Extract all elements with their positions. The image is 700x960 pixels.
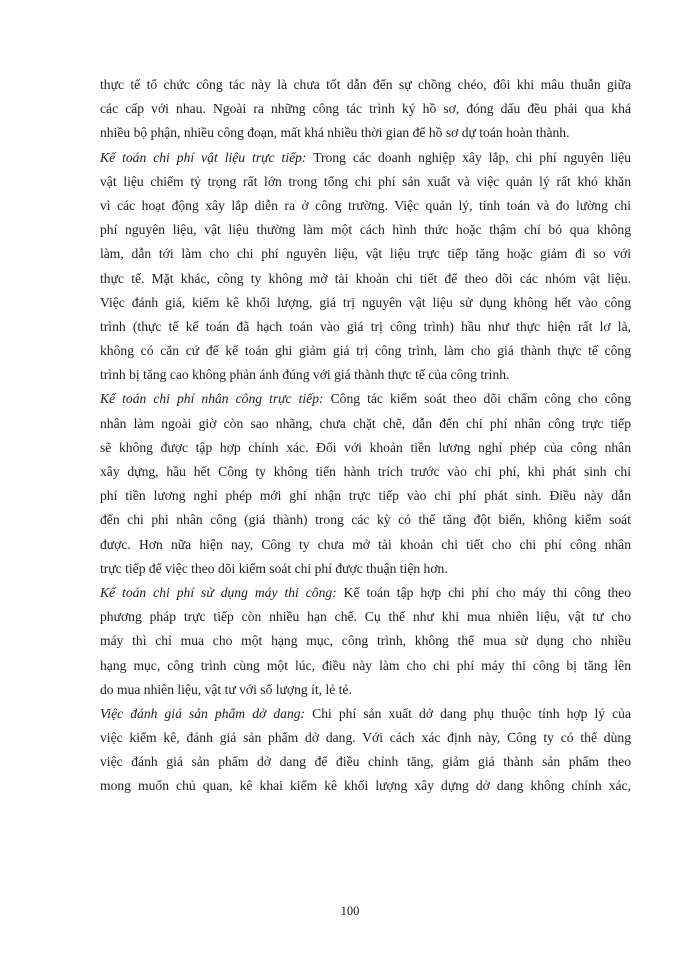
text-line <box>100 412 631 436</box>
text-line <box>100 146 631 170</box>
paragraph <box>100 73 631 146</box>
text-line <box>100 291 631 315</box>
text-line <box>100 363 631 387</box>
line-text: hạng mục, công trình cùng một lúc, điều này làm cho chi phí máy thi công bị tăng lên <box>100 657 631 673</box>
line-text: trực tiếp để việc theo dõi kiểm soát chi phí được thuận tiện hơn. <box>100 560 448 576</box>
section-heading: Kế toán chi phí vật liệu trực tiếp: <box>100 149 307 165</box>
text-line <box>100 654 631 678</box>
body-text <box>100 73 631 799</box>
text-line <box>100 121 631 145</box>
text-line <box>100 460 631 484</box>
paragraph <box>100 581 631 702</box>
text-line <box>100 267 631 291</box>
line-text: thực tế tổ chức công tác này là chưa tốt dẫn đến sự chồng chéo, đôi khi mâu thuẫn giữa <box>100 77 631 92</box>
text-line <box>100 97 631 121</box>
line-text: nhiều bộ phận, nhiều công đoạn, mất khá nhiều thời gian để hồ sơ dự toán hoàn thành. <box>100 125 570 141</box>
line-text: không có căn cứ để kế toán ghi giảm giá trị công trình, làm cho giá thành thực tế công <box>100 343 631 359</box>
text-line <box>100 508 631 532</box>
text-line <box>100 581 631 605</box>
line-text: do mua nhiên liệu, vật tư với số lượng ít, lẻ tẻ. <box>100 681 352 697</box>
text-line <box>100 484 631 508</box>
text-line <box>100 73 631 97</box>
line-text: Trong các doanh nghiệp xây lắp, chi phí nguyên liệu <box>306 149 631 165</box>
text-line <box>100 774 631 798</box>
text-line <box>100 702 631 726</box>
paragraph <box>100 387 631 581</box>
line-text: việc kiểm kê, đánh giá sản phẩm dở dang. Với cách xác định này, Công ty có thể dùng <box>100 730 631 746</box>
line-text: thực tế. Mặt khác, công ty không mở tài khoản chi tiết để theo dõi các nhóm vật liệu. <box>100 270 631 286</box>
line-text: Chi phí sản xuất dở dang phụ thuộc tính hợp lý của <box>305 705 632 721</box>
text-line <box>100 242 631 266</box>
text-line <box>100 436 631 460</box>
line-text: được. Hơn nữa hiện nay, Công ty chưa mở tài khoản chi tiết cho chi phí công nhân <box>100 536 631 552</box>
line-text: nhân làm ngoài giờ còn sao nhãng, chưa chặt chẽ, dẫn đến chi phí nhân công trực tiếp <box>100 415 631 431</box>
line-text: các cấp với nhau. Ngoài ra những công tác trình ký hồ sơ, đóng dấu đều phải qua khá <box>100 101 631 117</box>
line-text: phí nguyên liệu, vật liệu thường làm một cách hình thức hoặc thậm chí bỏ qua không <box>100 222 631 238</box>
text-line <box>100 605 631 629</box>
line-text: phương pháp trực tiếp còn nhiều hạn chế. Cụ thể như khi mua nhiên liệu, vật tư cho <box>100 609 631 625</box>
line-text: máy thì chỉ mua cho một hạng mục, công trình, không thể mua sử dụng cho nhiều <box>100 633 631 649</box>
text-line <box>100 387 631 411</box>
text-line <box>100 339 631 363</box>
paragraph <box>100 702 631 799</box>
paragraph <box>100 146 631 388</box>
line-text: xây dựng, hầu hết Công ty không tiến hành trích trước vào chi phí, khi phát sinh chi <box>100 464 631 479</box>
text-line <box>100 678 631 702</box>
text-line <box>100 194 631 218</box>
line-text: trình (thực tế kế toán đã hạch toán vào giá trị công trình) hầu như thực hiện rất lơ là, <box>100 318 631 334</box>
line-text: Kế toán tập hợp chi phí cho máy thi công theo <box>336 584 631 600</box>
line-text: vì các hoạt động xây lắp diễn ra ở công trường. Việc quản lý, tính toán và đo lường chi <box>100 197 631 213</box>
line-text: sẽ không được tập hợp chính xác. Đối với khoản tiền lương nghỉ phép của công nhân <box>100 439 631 455</box>
line-text: vật liệu chiếm tỷ trọng rất lớn trong tổng chi phí sản xuất và việc quản lý rất khó khăn <box>100 173 631 189</box>
text-line <box>100 629 631 653</box>
text-line <box>100 218 631 242</box>
text-line <box>100 170 631 194</box>
line-text: Công tác kiểm soát theo dõi chấm công cho công <box>323 391 631 407</box>
text-line <box>100 726 631 750</box>
line-text: Việc đánh giá, kiểm kê khối lượng, giá trị nguyên vật liệu sử dụng không hết vào công <box>100 294 631 310</box>
page-number: 100 <box>340 904 360 918</box>
section-heading: Việc đánh giá sản phẩm dở dang: <box>100 705 306 721</box>
line-text: trình bị tăng cao không phản ánh đúng với giá thành thực tế của công trình. <box>100 367 510 383</box>
text-line <box>100 315 631 339</box>
line-text: đến chi phi nhân công (giá thành) trong các kỳ có thể tăng đột biến, không kiểm soát <box>100 512 631 528</box>
text-line <box>100 557 631 581</box>
line-text: làm, dẫn tới làm cho chi phí nguyên liệu, vật liệu trực tiếp tăng hoặc giảm đi so với <box>100 246 631 262</box>
section-heading: Kế toán chi phí nhân công trực tiếp: <box>100 391 324 407</box>
line-text: phí tiền lương nghỉ phép mới ghi nhận trực tiếp vào chi phí phát sinh. Điều này dẫn <box>100 488 631 504</box>
text-line <box>100 533 631 557</box>
line-text: việc đánh giá sản phẩm dở dang để điều chỉnh tăng, giảm giá thành sản phẩm theo <box>100 754 631 770</box>
section-heading: Kế toán chi phí sử dụng máy thi công: <box>100 584 337 600</box>
text-line <box>100 750 631 774</box>
line-text: mong muốn chủ quan, kê khai kiểm kê khối lượng xây dựng dở dang không chính xác, <box>100 778 631 794</box>
